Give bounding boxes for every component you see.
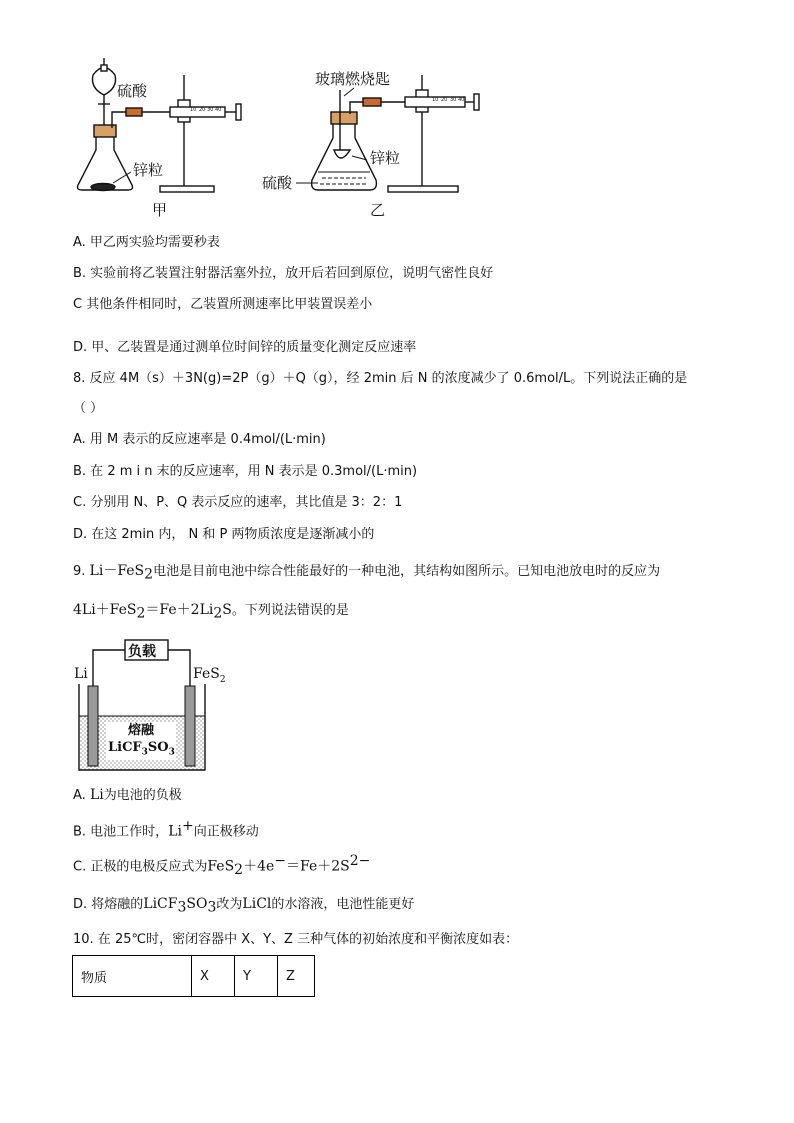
svg-text:30: 30 (450, 97, 457, 103)
q9-option-c: C. 正极的电极反应式为$FeS_2+4e^-=Fe+2S^{2-}$ (73, 853, 371, 878)
q9-equation: $4Li+FeS_2=Fe+2Li_2S$。下列说法错误的是 (73, 602, 349, 622)
q7-option-b: B. 实验前将乙装置注射器活塞外拉，放开后若回到原位，说明气密性良好 (73, 266, 494, 281)
svg-text:20: 20 (441, 97, 448, 103)
q7-option-d: D. 甲、乙装置是通过测单位时间锌的质量变化测定反应速率 (73, 340, 417, 355)
yi-zinc-label: 锌粒 (370, 149, 401, 167)
table-header-cell: Z (278, 956, 315, 997)
q7-option-c: C 其他条件相同时，乙装置所测速率比甲装置误差小 (73, 297, 373, 312)
apparatus-yi (312, 75, 479, 192)
q10-stem: 10. 在 25℃时，密闭容器中 X、Y、Z 三种气体的初始浓度和平衡浓度如表： (73, 932, 519, 947)
table-header-cell: X (192, 956, 235, 997)
fes2-electrode-label: FeS$_2$ (193, 666, 226, 685)
yi-spoon-label: 玻璃燃烧匙 (315, 70, 391, 88)
load-label: 负载 (128, 644, 156, 660)
li-electrode-label: Li (74, 666, 88, 682)
svg-text:10: 10 (432, 97, 439, 103)
table-row (73, 956, 315, 997)
svg-text:10: 10 (190, 107, 197, 113)
jia-acid-label: 硫酸 (117, 82, 148, 100)
svg-text:40: 40 (458, 97, 465, 103)
q8-option-b: B. 在 2 m i n 末的反应速率，用 N 表示是 0.3mol/(L·min) (73, 464, 418, 479)
yi-acid-label: 硫酸 (262, 174, 293, 192)
electrolyte-label: 熔融 $LiCF_3SO_3$ (108, 723, 175, 758)
q8-paren: （ ） (73, 401, 104, 416)
q8-option-d: D. 在这 2min 内， N 和 P 两物质浓度是逐渐减小的 (73, 527, 375, 542)
jia-caption: 甲 (152, 201, 168, 219)
q8-option-c: C. 分别用 N、P、Q 表示反应的速率，其比值是 3：2：1 (73, 495, 403, 510)
q8-option-a: A. 用 M 表示的反应速率是 0.4mol/(L·min) (73, 432, 326, 447)
apparatus-figure (0, 0, 794, 230)
table-header-cell: Y (235, 956, 278, 997)
q8-stem: 8. 反应 4M（s）＋3N(g)=2P（g）＋Q（g），经 2min 后 N 的浓度减少了 0.6mol/L。下列说法正确的是 (73, 371, 688, 386)
q10-table (72, 955, 315, 997)
table-header-cell: 物质 (73, 956, 192, 997)
q7-option-a: A. 甲乙两实验均需要秒表 (73, 235, 220, 250)
q9-option-d: D. 将熔融的$LiCF_3SO_3$改为LiCl的水溶液，电池性能更好 (73, 896, 415, 916)
svg-text:20: 20 (199, 107, 206, 113)
yi-caption: 乙 (370, 201, 386, 219)
q9-option-a: A. Li为电池的负极 (73, 787, 182, 803)
jia-zinc-label: 锌粒 (133, 161, 164, 179)
svg-text:30: 30 (207, 107, 214, 113)
q9-option-b: B. 电池工作时，Li+向正极移动 (73, 818, 259, 840)
q9-stem: 9. Li－FeS$_2$电池是目前电池中综合性能最好的一种电池，其结构如图所示。已知电池放电时的反应为 (73, 563, 661, 583)
svg-text:40: 40 (215, 107, 222, 113)
